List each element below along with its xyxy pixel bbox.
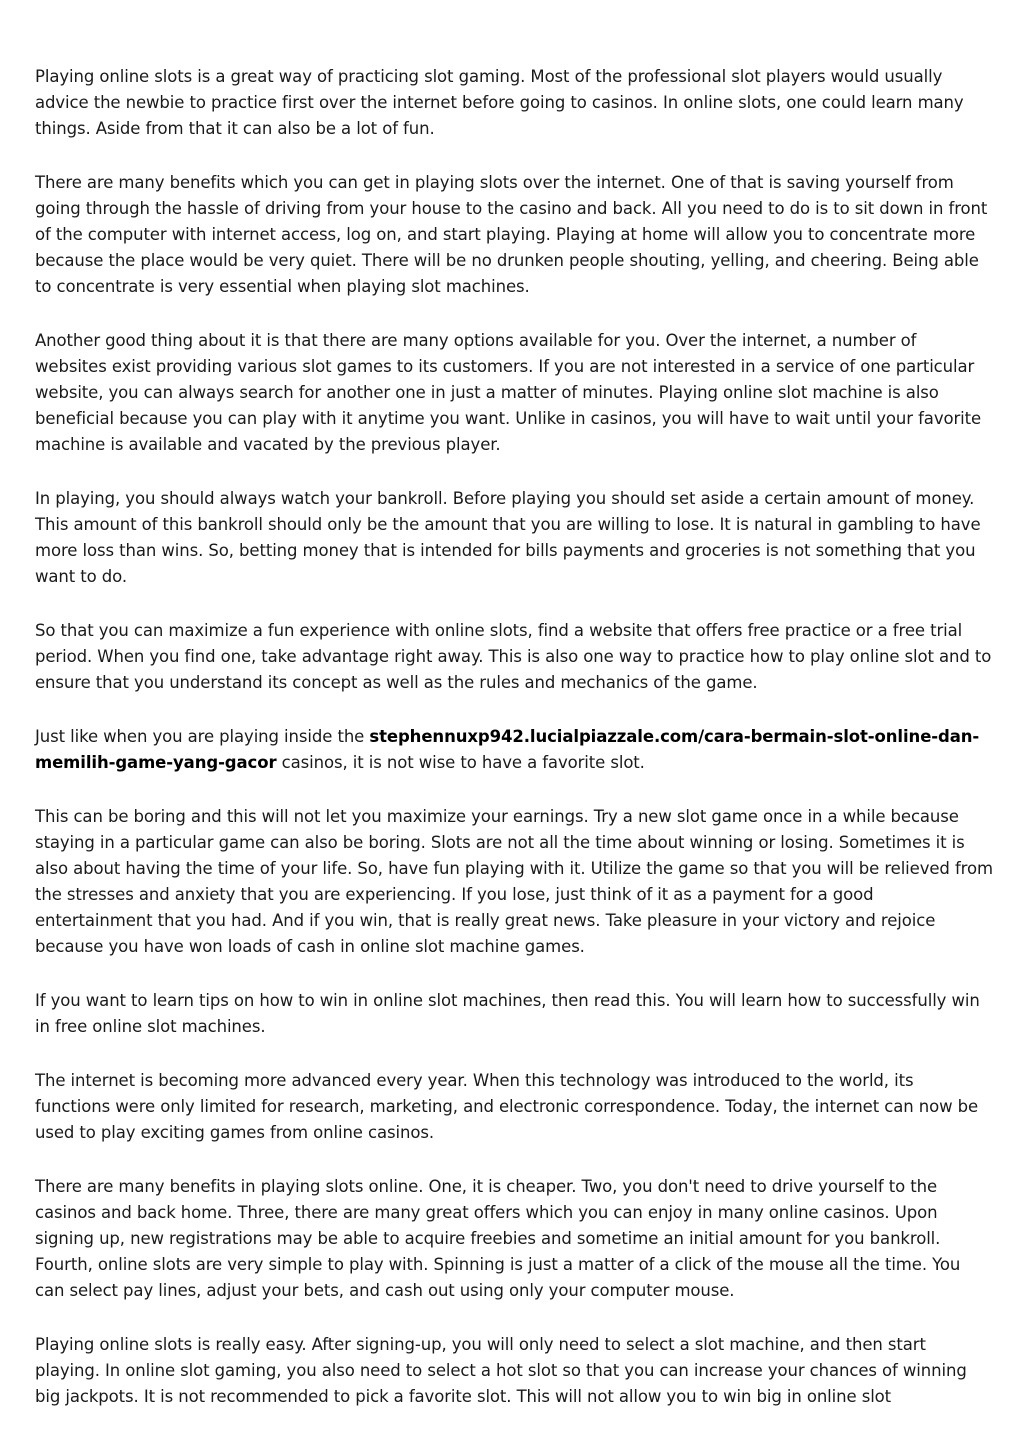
paragraph-6-with-link (35, 724, 993, 776)
paragraph-4: In playing, you should always watch your bankroll. Before playing you should set aside a certain amount of money. This amount of this bankroll should only be the amount that you are willing to lose. It is natural in gambling to have more loss than wins. So, betting money that is intended for bills payments and groceries is not something that you want to do. (35, 489, 981, 586)
paragraph-10: There are many benefits in playing slots online. One, it is cheaper. Two, you don't need to drive yourself to the casinos and back home. Three, there are many great offers which you can enjoy in many online casinos. Upon signing up, new registrations may be able to acquire freebies and sometime an initial amount for you bankroll. Fourth, online slots are very simple to play with. Spinning is just a matter of a click of the mouse all the time. You can select pay lines, adjust your bets, and cash out using only your computer mouse. (35, 1177, 961, 1300)
paragraph-8: If you want to learn tips on how to win in online slot machines, then read this. You will learn how to successfully win in free online slot machines. (35, 991, 980, 1036)
document-body (35, 64, 993, 1438)
paragraph-7: This can be boring and this will not let you maximize your earnings. Try a new slot game once in a while because staying in a particular game can also be boring. Slots are not all the time about winning or losing. Sometimes it is also about having the time of your life. So, have fun playing with it. Utilize the game so that you will be relieved from the stresses and anxiety that you are experiencing. If you lose, just think of it as a payment for a good entertainment that you had. And if you win, that is really great news. Take pleasure in your victory and rejoice because you have won loads of cash in online slot machine games. (35, 807, 993, 956)
paragraph-3: Another good thing about it is that there are many options available for you. Over the internet, a number of websites exist providing various slot games to its customers. If you are not interested in a service of one particular website, you can always search for another one in just a matter of minutes. Playing online slot machine is also beneficial because you can play with it anytime you want. Unlike in casinos, you will have to wait until your favorite machine is available and vacated by the previous player. (35, 331, 982, 454)
casino-link[interactable]: stephennuxp942.lucialpiazzale.com/cara-bermain-slot-online-dan-memilih-game-yang-gacor (35, 727, 980, 772)
link-paragraph-before: Just like when you are playing inside the (35, 727, 370, 746)
paragraph-9: The internet is becoming more advanced every year. When this technology was introduced to the world, its functions were only limited for research, marketing, and electronic correspondence. Today, the internet can now be used to play exciting games from online casinos. (35, 1071, 979, 1142)
link-paragraph-after: casinos, it is not wise to have a favorite slot. (276, 753, 645, 772)
paragraph-1: Playing online slots is a great way of practicing slot gaming. Most of the professional slot players would usually advice the newbie to practice first over the internet before going to casinos. In online slots, one could learn many things. Aside from that it can also be a lot of fun. (35, 67, 964, 138)
paragraph-2: There are many benefits which you can get in playing slots over the internet. One of that is saving yourself from going through the hassle of driving from your house to the casino and back. All you need to do is to sit down in front of the computer with internet access, log on, and start playing. Playing at home will allow you to concentrate more because the place would be very quiet. There will be no drunken people shouting, yelling, and cheering. Being able to concentrate is very essential when playing slot machines. (35, 173, 988, 296)
paragraph-11: Playing online slots is really easy. After signing-up, you will only need to select a slot machine, and then start playing. In online slot gaming, you also need to select a hot slot so that you can increase your chances of winning big jackpots. It is not recommended to pick a favorite slot. This will not allow you to win big in online slot (35, 1335, 967, 1406)
paragraph-5: So that you can maximize a fun experience with online slots, find a website that offers free practice or a free trial period. When you find one, take advantage right away. This is also one way to practice how to play online slot and to ensure that you understand its concept as well as the rules and mechanics of the game. (35, 621, 992, 692)
